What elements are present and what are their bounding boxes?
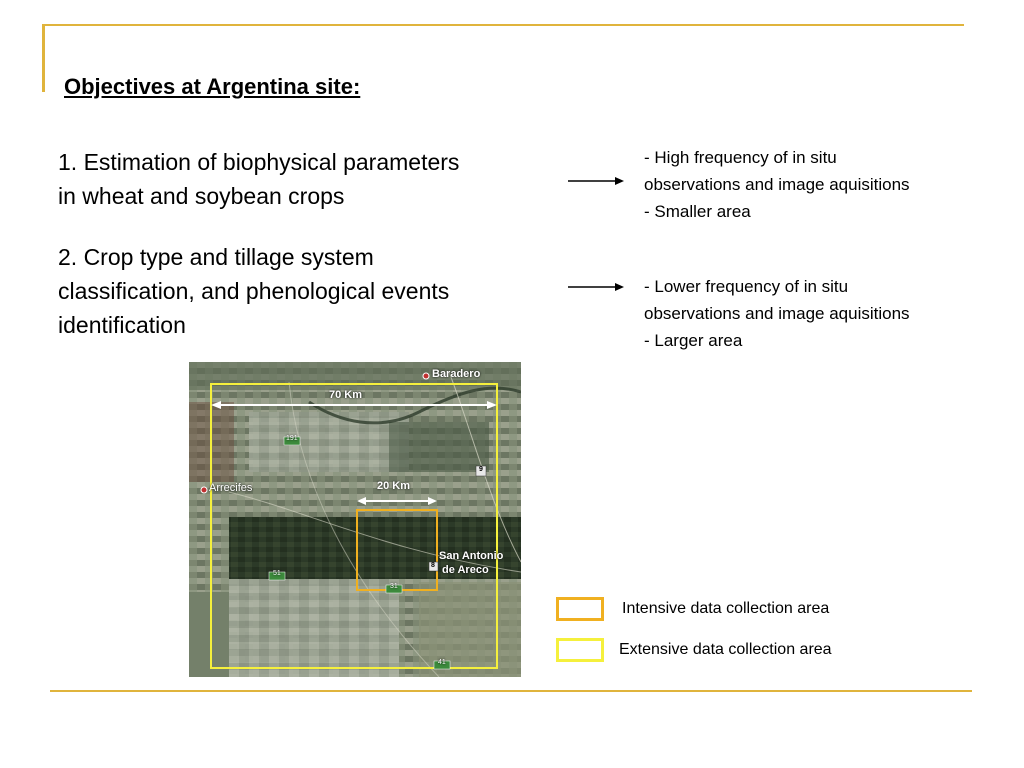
legend-swatch-intensive	[556, 597, 604, 621]
road-label: 41	[438, 659, 446, 666]
note-line: observations and image aquisitions	[644, 175, 910, 194]
satellite-map	[189, 362, 521, 677]
town-label-arrecifes: Arrecifes	[209, 482, 253, 494]
town-label-de-areco: de Areco	[442, 564, 489, 576]
objective-2-notes	[644, 273, 910, 354]
left-accent-line	[42, 24, 45, 92]
objective-1	[58, 145, 459, 213]
legend-label-intensive: Intensive data collection area	[622, 600, 830, 617]
scale-label-large: 70 Km	[329, 389, 363, 401]
note-line: observations and image aquisitions	[644, 304, 910, 323]
objective-1-notes	[644, 144, 910, 225]
objective-2	[58, 240, 449, 342]
arrow-right-icon	[568, 175, 624, 187]
satellite-image	[189, 362, 521, 677]
legend-label-extensive: Extensive data collection area	[619, 641, 832, 658]
road-label: 8	[431, 562, 435, 569]
slide-title: Objectives at Argentina site:	[64, 74, 361, 99]
objective-1-line-1: 1. Estimation of biophysical parameters	[58, 149, 460, 175]
top-accent-line	[42, 24, 964, 26]
road-label: 51	[273, 570, 281, 577]
note-line: - High frequency of in situ	[644, 148, 837, 167]
town-label-baradero: Baradero	[432, 368, 481, 380]
note-line: - Larger area	[644, 331, 743, 350]
note-line: - Smaller area	[644, 202, 751, 221]
road-label: 9	[479, 466, 483, 473]
objective-2-line-3: identification	[58, 312, 186, 338]
road-label: 191	[286, 435, 298, 442]
note-line: - Lower frequency of in situ	[644, 277, 849, 296]
legend-swatch-extensive	[556, 638, 604, 662]
objective-1-line-2: in wheat and soybean crops	[58, 183, 345, 209]
scale-label-small: 20 Km	[377, 480, 411, 492]
bottom-accent-line	[50, 690, 972, 692]
objective-2-line-2: classification, and phenological events	[58, 278, 450, 304]
arrow-right-icon	[568, 281, 624, 293]
road-label: 31	[390, 583, 398, 590]
objective-2-line-1: 2. Crop type and tillage system	[58, 244, 374, 270]
town-label-san-antonio: San Antonio	[439, 550, 504, 562]
